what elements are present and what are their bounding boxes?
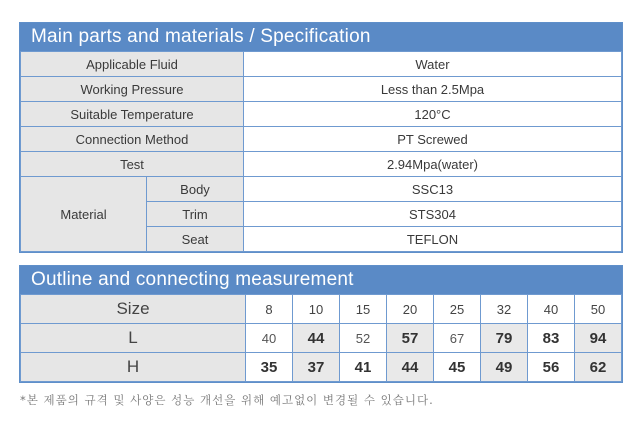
spec-label: Working Pressure — [21, 77, 244, 102]
h-cell: 35 — [246, 353, 293, 382]
h-label: H — [21, 353, 246, 382]
l-cell: 94 — [575, 324, 622, 353]
l-cell: 57 — [387, 324, 434, 353]
spec-value: Water — [244, 52, 622, 77]
disclaimer-note: *본 제품의 규격 및 사양은 성능 개선을 위해 예고없이 변경될 수 있습니다. — [20, 393, 434, 407]
l-cell: 83 — [528, 324, 575, 353]
material-part-value: SSC13 — [244, 177, 622, 202]
l-cell: 67 — [434, 324, 481, 353]
spec-label: Test — [21, 152, 244, 177]
spec-label: Applicable Fluid — [21, 52, 244, 77]
material-part-value: TEFLON — [244, 227, 622, 252]
spec-value: PT Screwed — [244, 127, 622, 152]
l-cell: 44 — [293, 324, 340, 353]
spec-label: Suitable Temperature — [21, 102, 244, 127]
spec-value: 2.94Mpa(water) — [244, 152, 622, 177]
spec-row-test — [21, 152, 622, 177]
material-label: Material — [21, 177, 147, 252]
l-label: L — [21, 324, 246, 353]
spec-row-temperature — [21, 102, 622, 127]
spec-value: 120°C — [244, 102, 622, 127]
h-cell: 49 — [481, 353, 528, 382]
spec-row-pressure — [21, 77, 622, 102]
size-cell: 40 — [528, 295, 575, 324]
h-cell: 44 — [387, 353, 434, 382]
specification-panel — [19, 22, 623, 253]
h-cell: 45 — [434, 353, 481, 382]
outline-title: Outline and connecting measurement — [20, 266, 622, 294]
spec-value: Less than 2.5Mpa — [244, 77, 622, 102]
specification-table — [20, 51, 622, 252]
spec-row-fluid — [21, 52, 622, 77]
size-cell: 25 — [434, 295, 481, 324]
l-cell: 79 — [481, 324, 528, 353]
outline-panel — [19, 265, 623, 383]
material-part-label: Trim — [147, 202, 244, 227]
l-cell: 52 — [340, 324, 387, 353]
h-cell: 62 — [575, 353, 622, 382]
size-cell: 50 — [575, 295, 622, 324]
material-row-body — [21, 177, 622, 202]
size-row — [21, 295, 622, 324]
size-cell: 10 — [293, 295, 340, 324]
size-cell: 8 — [246, 295, 293, 324]
size-cell: 15 — [340, 295, 387, 324]
material-part-label: Seat — [147, 227, 244, 252]
h-row — [21, 353, 622, 382]
h-cell: 37 — [293, 353, 340, 382]
spec-row-connection — [21, 127, 622, 152]
specification-title: Main parts and materials / Specification — [20, 23, 622, 51]
size-label: Size — [21, 295, 246, 324]
size-cell: 32 — [481, 295, 528, 324]
material-part-label: Body — [147, 177, 244, 202]
material-part-value: STS304 — [244, 202, 622, 227]
l-cell: 40 — [246, 324, 293, 353]
size-cell: 20 — [387, 295, 434, 324]
h-cell: 56 — [528, 353, 575, 382]
l-row — [21, 324, 622, 353]
h-cell: 41 — [340, 353, 387, 382]
spec-label: Connection Method — [21, 127, 244, 152]
outline-table — [20, 294, 622, 382]
